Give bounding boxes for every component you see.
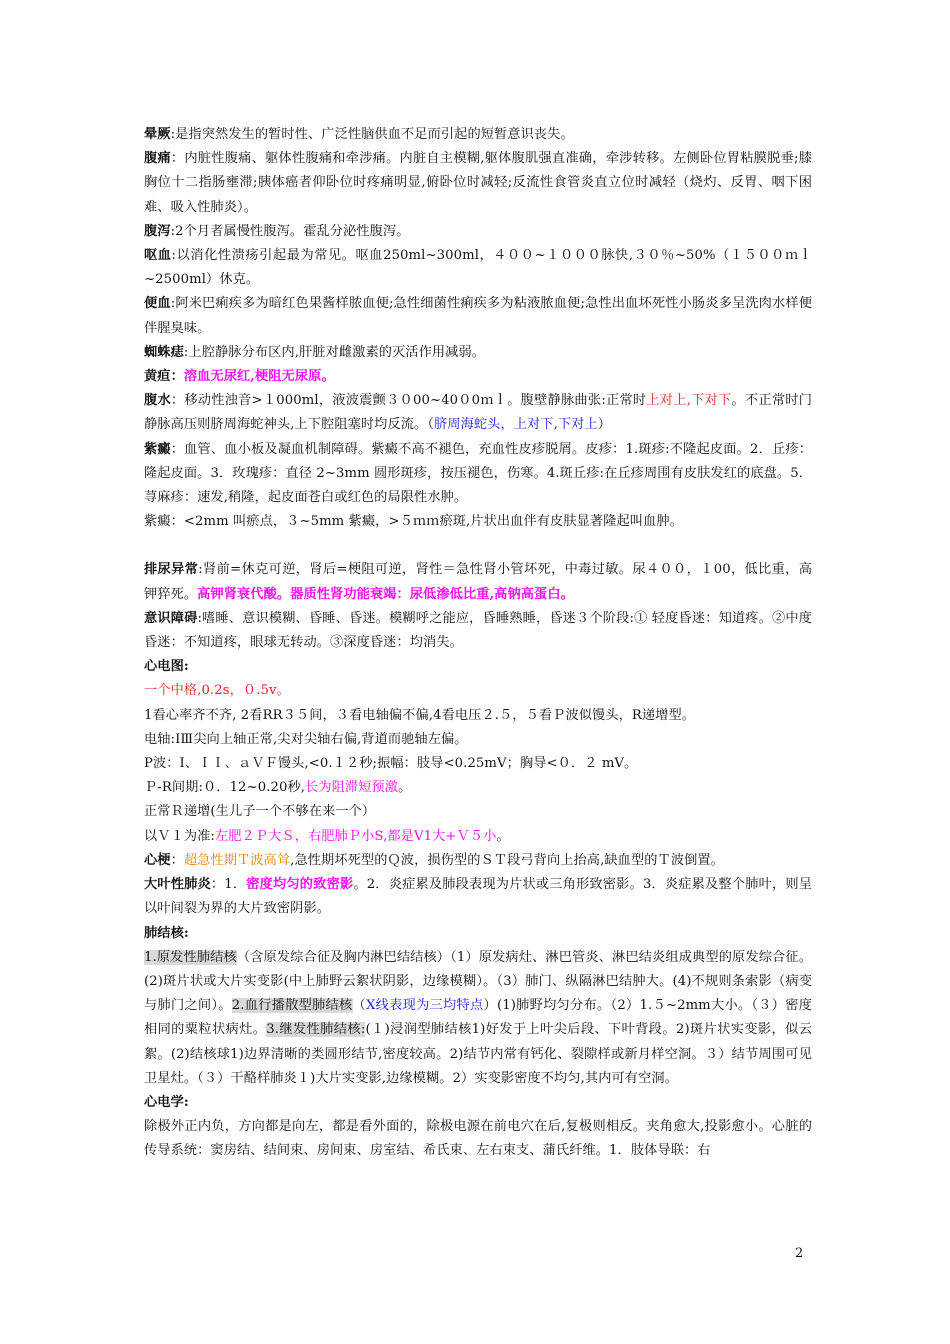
text-run: 心电图 <box>144 659 184 675</box>
text-run: :阿米巴痢疾多为暗红色果酱样脓血便;急性细菌性痢疾多为粘液脓血便;急性出血坏死性小肠炎多呈洗肉水样便伴腥臭味。 <box>144 296 813 336</box>
text-run: :嗜睡、意识模糊、昏睡、昏迷。模糊呼之能应，昏睡熟睡，昏迷３个阶段:① 轻度昏迷：知道疼。②中度昏迷：不知道疼，眼球无转动。③深度昏迷：均消失。 <box>144 610 813 651</box>
text-run: 以Ｖ１为准: <box>144 828 215 844</box>
paragraph-p15 <box>144 704 812 728</box>
paragraph-p2 <box>144 147 812 220</box>
text-run: : <box>183 925 189 941</box>
paragraph-p17 <box>144 752 812 776</box>
text-run: 心电学 <box>144 1094 184 1110</box>
text-run: 紫癜 <box>144 441 171 457</box>
text-run: （含原发综合征及胸内淋巴结结核）（1）原发病灶、淋巴管炎、淋巴结炎组成典型的原发综合征。(2)斑片状或大片实变影(中上肺野云絮状阴影，边缘模糊）。（3）肺门、纵隔淋巴结肿大。(4)不规则条索影（病变与肺门之间）。 <box>144 949 812 1014</box>
text-run: :2个月者属慢性腹泻。霍乱分泌性腹泻。 <box>170 223 410 239</box>
text-run: 。不正常时门静脉高压则脐周海蛇神头,上下腔阻塞时均反流。（ <box>144 393 812 433</box>
text-run: 意识障碍 <box>144 610 198 626</box>
text-run: 电轴:ⅠⅢ尖向上轴正常,尖对尖轴右偏,背道而驰轴左偏。 <box>144 731 468 747</box>
text-run: 便血 <box>144 296 171 312</box>
paragraph-p13 <box>144 655 812 679</box>
text-run: X线表现为三均特点 <box>366 998 484 1014</box>
text-run: 1看心率齐不齐, 2看RR３５间，３看电轴偏不偏,4看电压２.５，５看Ｐ波似馒头，R递增型。 <box>144 707 696 723</box>
text-run: 上对上,下对下 <box>646 393 732 409</box>
paragraph-p19 <box>144 800 812 824</box>
text-run: 。 <box>398 780 412 796</box>
text-run: P波：I、ＩＩ、ａＶＦ馒头,<0.１２秒;振幅：肢导<0.25mV；胸导<０．２ mV。 <box>144 756 638 772</box>
text-run: 大叶性肺炎 <box>144 877 211 893</box>
text-run: ,急性期坏死型的Ｑ波，损伤型的ＳＴ段弓背向上抬高,缺血型的Ｔ波倒置。 <box>290 852 724 868</box>
paragraph-p9 <box>144 438 812 511</box>
text-run: 黄疸 <box>144 369 171 385</box>
text-run: 1.原发性肺结核 <box>144 949 237 965</box>
text-run: ： <box>170 852 184 868</box>
text-run: 腹痛 <box>144 151 171 167</box>
text-run: 2.血行播散型肺结核 <box>231 998 353 1014</box>
text-run: ：移动性浊音>１000ml，液波震颤３０00~40０0ｍｌ。腹壁静脉曲张:正常时 <box>170 393 647 409</box>
text-run: : <box>183 1094 189 1110</box>
text-run: ：内脏性腹痛、躯体性腹痛和牵涉痛。内脏自主模糊,躯体腹肌强直准确，牵涉转移。左侧卧位胃粘膜脱垂;膝胸位十二指肠壅滞;胰体癌者仰卧位时疼痛明显,俯卧位时减轻;反流性食管炎直立位时减轻（烧灼、反胃、咽下困难、吸入性肺炎）。 <box>144 151 813 215</box>
text-run: 排尿异常 <box>144 562 199 578</box>
text-run: 呕血 <box>144 248 172 264</box>
text-run: : <box>183 659 189 675</box>
text-run: 。2．炎症累及肺段表现为片状或三角形致密影。3．炎症累及整个肺叶，则呈以叶间裂为界的大片致密阴影。 <box>144 877 813 917</box>
text-run: 紫癜：<2mm 叫瘀点，３~5mm 紫癜，>５ｍｍ瘀斑,片状出血伴有皮肤显著隆起叫血肿。 <box>144 514 683 530</box>
text-run: 长为阻滞短预激 <box>305 780 399 796</box>
text-run: 超急性期Ｔ波高耸 <box>183 852 291 868</box>
text-run: 密度均匀的致密影 <box>246 877 354 893</box>
paragraph-p5 <box>144 292 812 340</box>
text-run: 一个中格,0.2s，０.5v。 <box>144 683 290 699</box>
paragraph-p1 <box>144 123 812 147</box>
paragraph-p14 <box>144 679 812 703</box>
text-run: 高钾肾衰代酸。器质性肾功能衰竭：尿低渗低比重,高钠高蛋白。 <box>197 586 574 602</box>
paragraph-p25 <box>144 1091 812 1115</box>
text-run: 溶血无尿红,梗阻无尿原。 <box>183 369 335 385</box>
text-run: 肺结核 <box>144 925 184 941</box>
paragraph-p26 <box>144 1115 812 1163</box>
text-run: ： <box>170 369 184 385</box>
text-run: （ <box>352 998 366 1014</box>
paragraph-p18 <box>144 776 812 800</box>
text-run: 3.继发性肺结核: <box>266 1022 366 1038</box>
paragraph-p21 <box>144 849 812 873</box>
paragraph-p4 <box>144 244 812 292</box>
paragraph-p12 <box>144 607 812 655</box>
paragraph-p11 <box>144 558 812 606</box>
text-run: ） <box>597 417 612 433</box>
paragraph-p7 <box>144 365 812 389</box>
paragraph-p20 <box>144 825 812 849</box>
paragraph-p8 <box>144 389 812 437</box>
document-body <box>144 123 812 1164</box>
text-run: :肾前=休克可逆，肾后=梗阻可逆，肾性＝急性肾小管坏死，中毒过敏。尿４００，１00，低比重，高钾猝死。 <box>144 562 812 602</box>
paragraph-p3 <box>144 220 812 244</box>
text-run: 蜘蛛痣 <box>144 344 184 360</box>
text-run: 晕厥 <box>144 127 171 142</box>
text-run: ：血管、血小板及凝血机制障碍。紫癜不高不褪色，充血性皮疹脱屑。皮疹：1.斑疹:不隆起皮面。2．丘疹：隆起皮面。3．玫瑰疹：直径 2~3mm 圆形斑疹，按压褪色，伤寒。4.斑丘疹:在丘疹周围有皮肤发红的底盘。5．荨麻疹：速发,稍隆，起皮面苍白或红色的局限性水肿。 <box>144 441 812 506</box>
text-run: 除极外正内负，方向都是向左，都是看外面的，除极电源在前电穴在后,复极则相反。夹角愈大,投影愈小。心脏的传导系统：窦房结、结间束、房间束、房室结、希氏束、左右束支、蒲氏纤维。1．肢体导联：右 <box>144 1119 812 1159</box>
paragraph-p10 <box>144 510 812 534</box>
paragraph-p22 <box>144 873 812 921</box>
text-run: 。 <box>496 828 510 844</box>
text-run: :是指突然发生的暂时性、广泛性脑供血不足而引起的短暂意识丧失。 <box>170 127 574 142</box>
text-run: ：1． <box>210 877 247 893</box>
text-run: 腹水 <box>144 393 171 409</box>
text-run: 脐周海蛇头，上对下,下对上 <box>434 417 598 433</box>
paragraph-p6 <box>144 341 812 365</box>
text-run: 心梗 <box>144 852 171 868</box>
text-run: Ｐ-R间期:０．12~0.20秒, <box>144 780 306 796</box>
text-run: :上腔静脉分布区内,肝脏对雌激素的灭活作用减弱。 <box>183 344 486 360</box>
page-number: 2 <box>795 1246 804 1261</box>
text-run: 腹泻 <box>144 223 171 239</box>
text-run: :以消化性溃疡引起最为常见。呕血250ml~300ml，４００~１０００脉快,３０％~50%（１５００ｍｌ~2500ml）休克。 <box>144 248 813 288</box>
paragraph-p16 <box>144 728 812 752</box>
paragraph-p24 <box>144 946 812 1091</box>
text-run: 左肥２Ｐ大Ｓ，右肥肺Ｐ小S,都是V1大+Ｖ５小 <box>214 828 497 844</box>
text-run: 正常Ｒ递增(生儿子一个不够在来一个） <box>144 804 376 820</box>
blank-line <box>144 534 812 558</box>
text-run: (１)浸润型肺结核1)好发于上叶尖后段、下叶背段。2)斑片状实变影，似云絮。(2)结核球1)边界清晰的类圆形结节,密度较高。2)结节内常有钙化、裂隙样或新月样空洞。３）结节周围可见卫星灶。（３）干酪样肺炎１)大片实变影,边缘模糊。2）实变影密度不均匀,其内可有空洞。 <box>144 1022 812 1086</box>
text-run: ）(1)肺野均匀分布。（2）1.５~2mm大小。（３）密度相同的粟粒状病灶。 <box>144 998 812 1038</box>
paragraph-p23 <box>144 922 812 946</box>
